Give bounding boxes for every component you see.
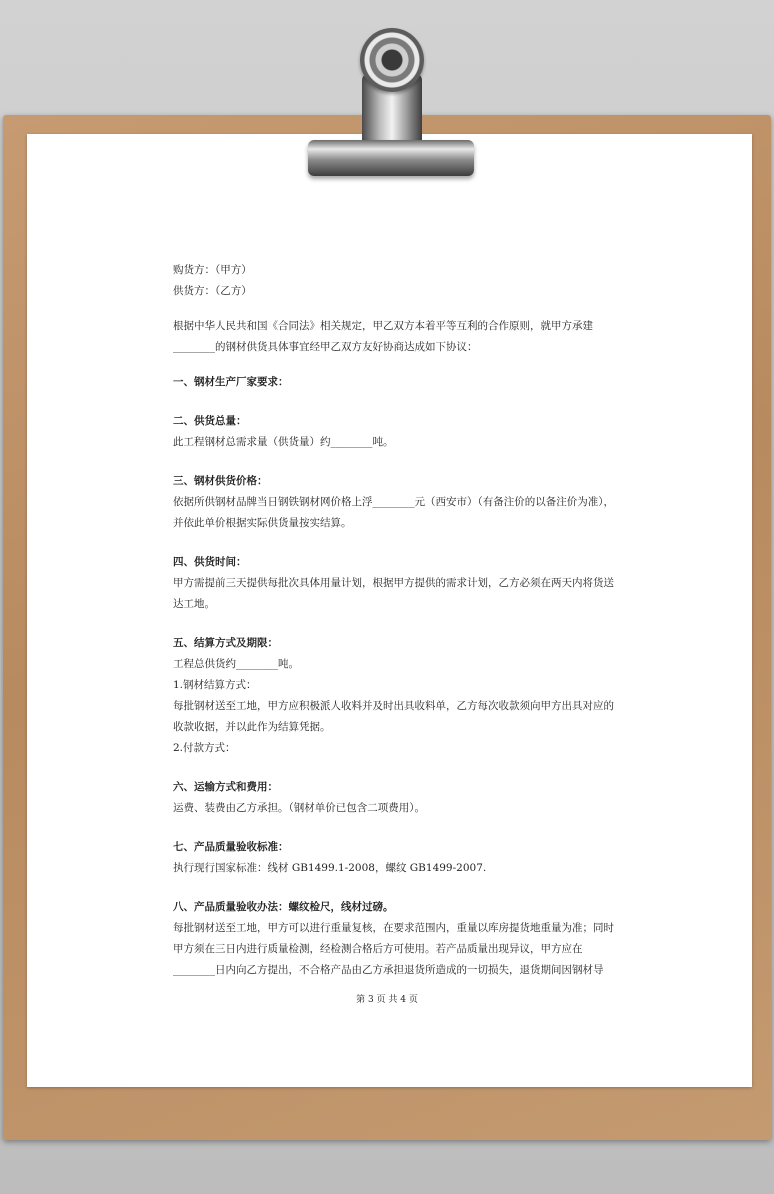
binder-clip <box>300 28 480 178</box>
paragraph-gap <box>173 453 613 471</box>
text-line: 2.付款方式： <box>173 742 236 754</box>
text-line: 并依此单价根据实际供货量按实结算。 <box>173 517 352 529</box>
section-heading: 四、供货时间： <box>173 556 247 568</box>
section-heading: 三、钢材供货价格： <box>173 475 268 487</box>
paragraph-gap <box>173 615 613 633</box>
section-heading: 七、产品质量验收标准： <box>173 841 289 853</box>
text-line: 每批钢材送至工地，甲方可以进行重量复核，在要求范围内，重量以库房提货地重量为准；同时 <box>173 922 614 934</box>
paragraph-gap <box>173 759 613 777</box>
section-heading: 二、供货总量： <box>173 415 247 427</box>
paragraph-gap <box>173 302 613 316</box>
text-line: ________日内向乙方提出，不合格产品由乙方承担退货所造成的一切损失，退货期间因钢材导 <box>173 964 604 976</box>
text-line: 达工地。 <box>173 598 215 610</box>
text-line: 1.钢材结算方式： <box>173 679 257 691</box>
text-line: 甲方需提前三天提供每批次具体用量计划，根据甲方提供的需求计划，乙方必须在两天内将货送 <box>173 577 614 589</box>
text-line: 运费、装费由乙方承担。（钢材单价已包含二项费用）。 <box>173 802 425 814</box>
section-heading: 一、钢材生产厂家要求： <box>173 376 289 388</box>
text-line: 每批钢材送至工地，甲方应积极派人收料并及时出具收料单，乙方每次收款须向甲方出具对应的 <box>173 700 614 712</box>
paragraph-gap <box>173 358 613 372</box>
paragraph-gap <box>173 819 613 837</box>
paragraph-gap <box>173 393 613 411</box>
clip-base <box>308 140 474 176</box>
text-line: 甲方须在三日内进行质量检测，经检测合格后方可使用。若产品质量出现异议，甲方应在 <box>173 943 583 955</box>
paragraph-gap <box>173 879 613 897</box>
text-line: 依据所供钢材品牌当日钢铁钢材网价格上浮________元（西安市）（有备注价的以备注价为准）， <box>173 496 614 508</box>
text-line: 此工程钢材总需求量（供货量）约________吨。 <box>173 436 394 448</box>
text-line: 购货方：（甲方） <box>173 264 252 276</box>
text-line: 供货方：（乙方） <box>173 285 252 297</box>
section-heading: 五、结算方式及期限： <box>173 637 278 649</box>
text-line: 执行现行国家标准：线材 GB1499.1-2008，螺纹 GB1499-2007. <box>173 862 487 874</box>
text-line: 根据中华人民共和国《合同法》相关规定，甲乙双方本着平等互利的合作原则，就甲方承建 <box>173 320 593 332</box>
text-line: ________的钢材供货具体事宜经甲乙双方友好协商达成如下协议： <box>173 341 478 353</box>
contract-body <box>173 260 613 981</box>
text-line: 收款收据，并以此作为结算凭据。 <box>173 721 331 733</box>
section-heading: 八、产品质量验收办法：螺纹检尺，线材过磅。 <box>173 901 394 913</box>
text-line: 工程总供货约________吨。 <box>173 658 299 670</box>
page-footer: 第 3 页 共 4 页 <box>356 995 418 1005</box>
clip-ring <box>360 28 424 92</box>
section-heading: 六、运输方式和费用： <box>173 781 278 793</box>
paragraph-gap <box>173 534 613 552</box>
